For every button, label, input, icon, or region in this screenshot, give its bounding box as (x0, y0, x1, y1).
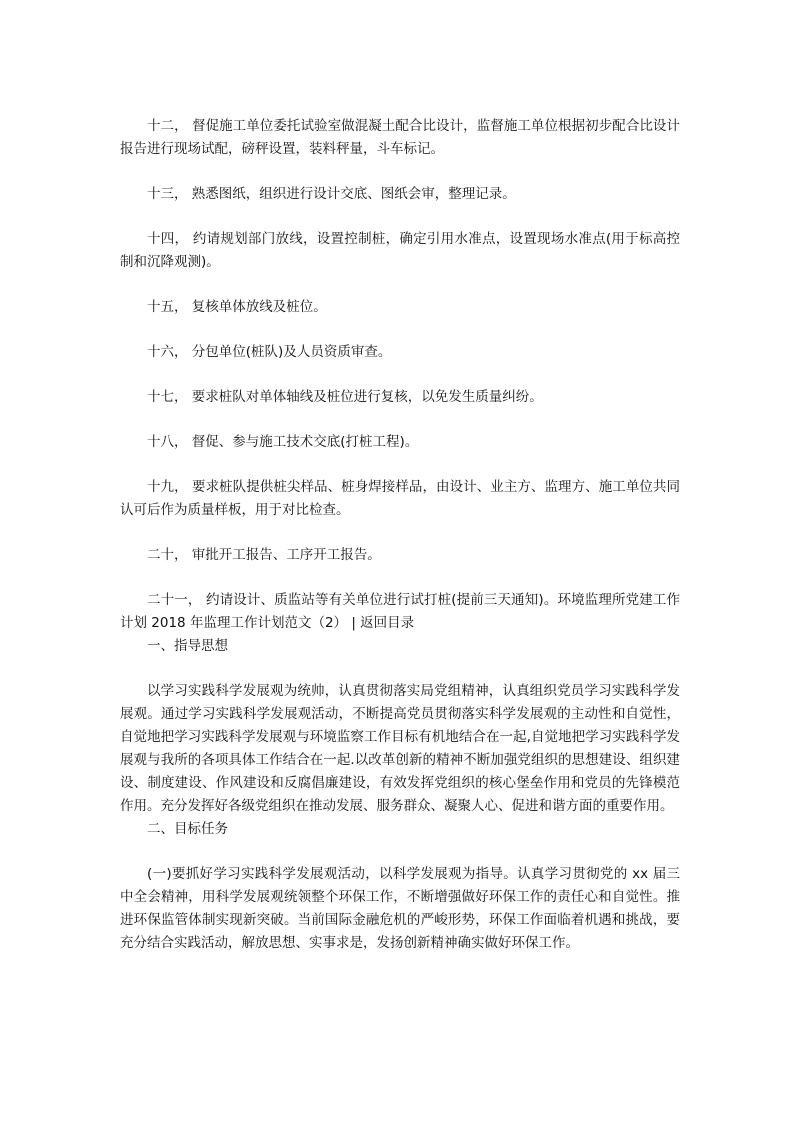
document-page (120, 115, 680, 955)
list-item: 十五， 复核单体放线及桩位。 (147, 299, 327, 315)
list-item-with-link (120, 589, 680, 635)
section-body: 以学习实践科学发展观为统帅，认真贯彻落实局党组精神，认真组织党员学习实践科学发展观。通过学习实践科学发展观活动，不断提高党员贯彻落实科学发展观的主动性和自觉性，自觉地把学习实践科学发展观与环境监察工作目标有机地结合在一起,自觉地把学习实践科学发展观与我所的各项具体工作结合在一起.以改革创新的精神不断加强党组织的思想建设、组织建设、制度建设、作风建设和反腐倡廉建设，有效发挥党组织的核心堡垒作用和党员的先锋模范作用。充分发挥好各级党组织在推动发展、服务群众、凝聚人心、促进和谐方面的重要作用。 (120, 683, 680, 814)
section-heading: 二、目标任务 (147, 821, 228, 837)
back-to-contents-link[interactable]: 返回目录 (360, 615, 415, 631)
list-item: 十九， 要求桩队提供桩尖样品、桩身焊接样品，由设计、业主方、监理方、施工单位共同认可后作为质量样板，用于对比检查。 (120, 479, 680, 518)
list-item-text: 二十一， 约请设计、质监站等有关单位进行试打桩(提前三天通知)。环境监理所党建工作计划 2018 年监理工作计划范文（2） | (120, 592, 680, 631)
list-item: 十六， 分包单位(桩队)及人员资质审查。 (147, 344, 392, 360)
list-item: 二十， 审批开工报告、工序开工报告。 (147, 547, 381, 563)
list-item: 十七， 要求桩队对单体轴线及桩位进行复核，以免发生质量纠纷。 (147, 389, 543, 405)
list-item: 十八， 督促、参与施工技术交底(打桩工程)。 (147, 434, 419, 450)
list-item: 十二， 督促施工单位委托试验室做混凝土配合比设计，监督施工单位根据初步配合比设计报告进行现场试配，磅秤设置，装料秤量，斗车标记。 (120, 118, 680, 157)
section-body: (一)要抓好学习实践科学发展观活动，以科学发展观为指导。认真学习贯彻党的 xx 届三中全会精神，用科学发展观统领整个环保工作，不断增强做好环保工作的责任心和自觉性。推进环保监管体制实现新突破。当前国际金融危机的严峻形势，环保工作面临着机遇和挑战，要充分结合实践活动，解放思想、实事求是，发扬创新精神确实做好环保工作。 (120, 866, 680, 951)
list-item: 十四， 约请规划部门放线，设置控制桩，确定引用水准点，设置现场水准点(用于标高控制和沉降观测)。 (120, 231, 680, 270)
section-heading: 一、指导思想 (147, 638, 228, 654)
list-item: 十三， 熟悉图纸，组织进行设计交底、图纸会审，整理记录。 (147, 186, 516, 202)
